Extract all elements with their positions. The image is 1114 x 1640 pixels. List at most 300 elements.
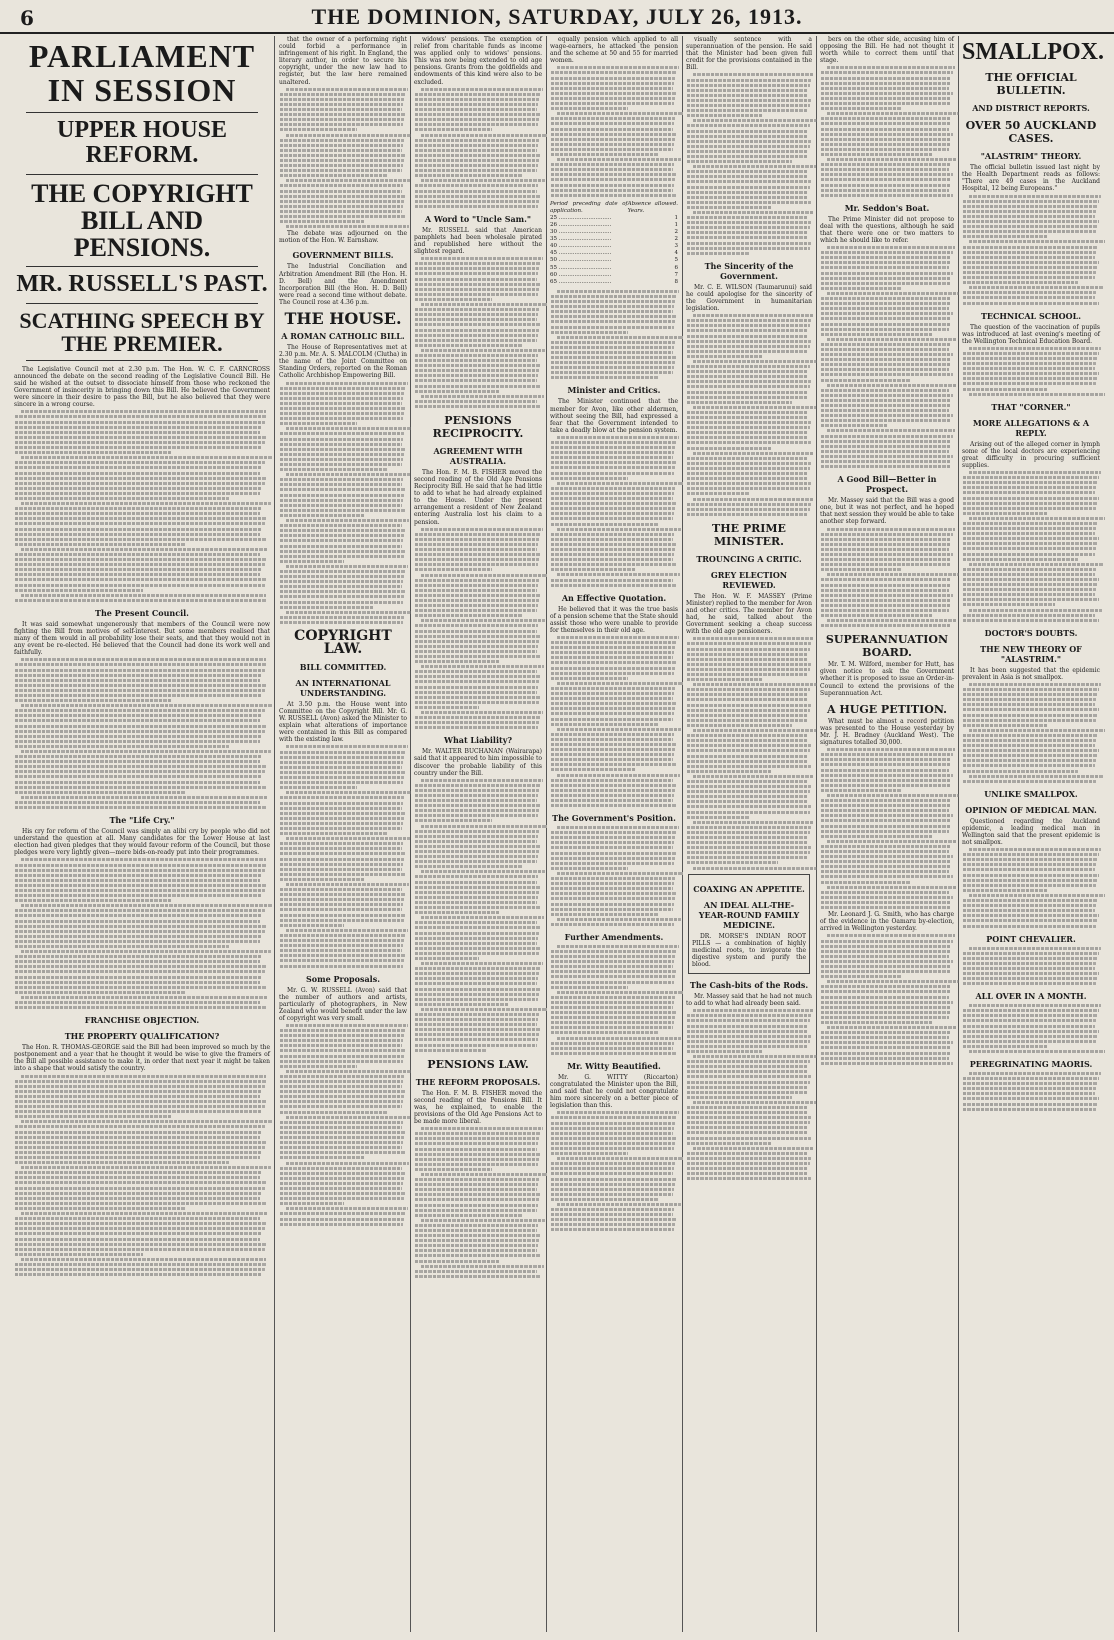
text-line: [969, 775, 1103, 778]
text-line: [821, 960, 953, 963]
column-3: [414, 36, 542, 1280]
section-heading: ALL OVER IN A MONTH.: [975, 991, 1087, 1002]
text-line: [280, 128, 357, 131]
text-line: [280, 392, 404, 395]
text-line: [551, 92, 677, 95]
text-line: [687, 826, 811, 829]
text-line: [15, 730, 265, 733]
text-line: [557, 826, 679, 829]
text-line: [551, 697, 673, 700]
text-line: [15, 1095, 260, 1098]
text-line: [557, 1037, 681, 1040]
text-line: [280, 893, 406, 896]
column-rule: [958, 36, 959, 1632]
text-line: [693, 1055, 817, 1058]
text-line: [415, 794, 538, 797]
text-line: [551, 87, 673, 90]
text-line: [821, 445, 950, 448]
text-line: [963, 266, 1097, 269]
text-line: [551, 371, 673, 374]
text-line: [415, 809, 539, 812]
text-line: [687, 319, 811, 322]
section-heading: A ROMAN CATHOLIC BILL.: [281, 331, 405, 342]
text-line: [286, 1116, 410, 1119]
text-line: [551, 1162, 675, 1165]
text-line: [15, 1105, 265, 1108]
text-line: [15, 1273, 262, 1276]
text-line: [286, 791, 412, 794]
text-line: [821, 789, 902, 792]
text-line: [821, 317, 951, 320]
text-line: [551, 718, 673, 721]
text-line: [551, 107, 628, 110]
text-line: [280, 1060, 403, 1063]
text-line: [557, 482, 683, 485]
article-paragraph: visually sentence with a superannuation of the pension. He said that the Minister had been given full credit for the provisions contained in the Bill.: [686, 36, 812, 72]
text-line: [693, 683, 817, 686]
text-line: [280, 1090, 406, 1093]
body-filler: [820, 748, 954, 909]
text-line: [821, 184, 950, 187]
text-line: [551, 667, 675, 670]
text-line: [551, 461, 677, 464]
text-line: [415, 123, 538, 126]
text-line: [821, 774, 953, 777]
text-line: [551, 892, 677, 895]
text-line: [821, 363, 950, 366]
text-line: [963, 714, 1097, 717]
text-line: [15, 1006, 267, 1009]
text-line: [280, 812, 406, 815]
text-line: [286, 1070, 412, 1073]
article-paragraph: The Minister continued that the member for Avon, like other aldermen, without seeing the Bill, had expressed a fear that the Government intended to take a deadly blow at the pension system.: [550, 398, 678, 434]
text-line: [963, 527, 1096, 530]
text-line: [551, 857, 675, 860]
text-line: [415, 272, 538, 275]
text-line: [687, 345, 810, 348]
text-line: [280, 908, 402, 911]
text-line: [551, 487, 675, 490]
text-line: [963, 593, 1095, 596]
text-line: [969, 1050, 1105, 1053]
text-line: [15, 487, 262, 490]
text-line: [687, 145, 810, 148]
text-line: [963, 688, 1099, 691]
text-line: [821, 578, 951, 581]
text-line: [280, 210, 402, 213]
text-line: [557, 728, 681, 731]
text-line: [687, 482, 811, 485]
text-line: [415, 942, 537, 945]
text-line: [415, 594, 541, 597]
text-line: [280, 807, 402, 810]
article-paragraph: Questioned regarding the Auckland epidemic, a leading medical man in Wellington said that the present epidemic is not smallpox.: [962, 817, 1100, 846]
text-line: [687, 170, 808, 173]
text-line: [821, 409, 949, 412]
text-line: [280, 939, 404, 942]
text-line: [551, 331, 628, 334]
text-line: [693, 821, 813, 824]
text-line: [963, 1040, 1096, 1043]
text-line: [963, 853, 1099, 856]
text-line: [551, 1026, 673, 1029]
section-heading: A Good Bill—Better in Prospect.: [837, 474, 937, 495]
table-row: [550, 279, 678, 286]
text-line: [415, 1260, 500, 1263]
text-line: [963, 1009, 1099, 1012]
body-filler: [414, 88, 542, 208]
text-line: [415, 675, 541, 678]
text-line: [821, 261, 950, 264]
text-line: [280, 438, 403, 441]
text-line: [551, 986, 628, 989]
text-line: [551, 548, 675, 551]
text-line: [551, 320, 675, 323]
masthead: [0, 0, 1114, 34]
text-line: [551, 122, 674, 125]
text-line: [15, 889, 265, 892]
text-line: [821, 122, 950, 125]
text-line: [415, 1013, 539, 1016]
text-line: [821, 1011, 950, 1014]
text-line: [15, 553, 260, 556]
text-line: [963, 246, 1097, 249]
text-line: [963, 1082, 1097, 1085]
text-line: [687, 1086, 808, 1089]
text-line: [280, 878, 365, 881]
text-line: [687, 1172, 807, 1175]
text-line: [687, 375, 807, 378]
text-line: [15, 482, 265, 485]
text-line: [421, 1265, 544, 1268]
text-line: [280, 407, 406, 410]
text-line: [15, 719, 260, 722]
text-line: [963, 382, 1096, 385]
text-line: [687, 396, 807, 399]
text-line: [415, 599, 539, 602]
text-line: [415, 624, 538, 627]
text-line: [415, 1244, 538, 1247]
text-line: [280, 827, 402, 830]
article-paragraph: The Prime Minister did not propose to deal with the questions, although he said that there were one or two matters to which he should like to refer.: [820, 215, 954, 244]
text-line: [821, 769, 949, 772]
text-line: [421, 1127, 543, 1130]
divider: [26, 112, 258, 113]
text-line: [415, 789, 539, 792]
section-heading: POINT CHEVALIER.: [986, 933, 1076, 944]
text-line: [415, 814, 538, 817]
text-line: [821, 533, 953, 536]
text-line: [415, 706, 479, 709]
text-line: [280, 575, 404, 578]
text-line: [551, 723, 658, 726]
text-line: [687, 391, 808, 394]
text-line: [821, 1052, 950, 1055]
text-line: [551, 1127, 674, 1130]
text-line: [280, 159, 404, 162]
text-line: [415, 543, 538, 546]
text-line: [963, 919, 1097, 922]
smallpox-headline: SMALLPOX.: [962, 39, 1105, 65]
text-line: [963, 522, 1097, 525]
text-line: [551, 117, 675, 120]
lead-headline: PARLIAMENT IN SESSION: [28, 38, 256, 108]
text-line: [415, 1254, 541, 1257]
table-cell: 2: [674, 229, 678, 236]
text-line: [15, 512, 260, 515]
text-line: [687, 196, 807, 199]
text-line: [687, 436, 807, 439]
body-filler: [14, 1075, 270, 1277]
text-line: [687, 79, 811, 82]
text-line: [687, 1106, 808, 1109]
text-line: [280, 924, 344, 927]
text-line: [687, 180, 811, 183]
section-heading: THAT "CORNER.": [991, 401, 1071, 412]
table-cell: 55 ..............................: [550, 264, 612, 271]
table-row: [550, 222, 678, 229]
text-line: [687, 1040, 810, 1043]
text-line: [827, 794, 959, 797]
text-line: [280, 585, 402, 588]
text-line: [687, 104, 810, 107]
text-line: [963, 1103, 1097, 1106]
article-paragraph: Mr. Leonard J. G. Smith, who has charge of the evidence in the Oamaru by-election, arrived in Wellington yesterday.: [820, 911, 954, 933]
text-line: [551, 794, 674, 797]
text-line: [963, 256, 1095, 259]
text-line: [963, 884, 1096, 887]
text-line: [963, 904, 1096, 907]
text-line: [415, 988, 541, 991]
article-paragraph: The official bulletin issued last night by the Health Department reads as follows: "There are 49 cases in the Auckland Hospital, 12 being Europeans.": [962, 164, 1100, 193]
text-line: [551, 97, 675, 100]
text-line: [963, 1014, 1097, 1017]
text-line: [15, 1161, 229, 1164]
text-line: [687, 426, 810, 429]
table-header: Period preceding date of application.: [550, 200, 628, 214]
text-line: [415, 1132, 541, 1135]
text-line: [963, 372, 1099, 375]
text-line: [15, 431, 260, 434]
text-line: [969, 195, 1101, 198]
text-line: [963, 744, 1095, 747]
text-line: [963, 583, 1097, 586]
text-line: [15, 497, 229, 500]
text-line: [415, 726, 538, 729]
text-line: [286, 134, 412, 137]
newspaper-title: THE DOMINION, SATURDAY, JULY 26, 1913.: [311, 4, 803, 29]
text-line: [280, 852, 406, 855]
advertisement: [688, 874, 810, 974]
text-line: [551, 1172, 673, 1175]
text-line: [280, 965, 403, 968]
text-line: [963, 357, 1097, 360]
text-line: [280, 113, 406, 116]
text-line: [821, 1021, 933, 1024]
text-line: [15, 709, 265, 712]
text-line: [280, 1131, 406, 1134]
text-line: [415, 1209, 537, 1212]
text-line: [415, 819, 492, 822]
text-line: [969, 848, 1101, 851]
text-line: [15, 568, 262, 571]
text-line: [963, 603, 1055, 606]
text-line: [821, 82, 950, 85]
text-line: [551, 677, 628, 680]
text-line: [687, 795, 808, 798]
text-line: [557, 158, 681, 161]
body-filler: [279, 382, 407, 624]
text-line: [687, 226, 810, 229]
text-line: [551, 472, 674, 475]
text-line: [415, 901, 537, 904]
text-line: [15, 1243, 267, 1246]
table-cell: 40 ..............................: [550, 243, 612, 250]
section-heading: GOVERNMENT BILLS.: [292, 250, 394, 261]
text-line: [963, 977, 1097, 980]
text-line: [821, 328, 949, 331]
text-line: [551, 194, 677, 197]
text-line: [15, 679, 260, 682]
text-line: [821, 333, 933, 336]
text-line: [551, 1198, 658, 1201]
text-line: [551, 996, 675, 999]
text-line: [827, 66, 955, 69]
text-line: [15, 991, 186, 994]
text-line: [415, 385, 541, 388]
text-line: [286, 427, 412, 430]
column-5: [686, 36, 812, 1182]
body-filler: [820, 66, 954, 196]
text-line: [687, 1019, 810, 1022]
text-line: [687, 1075, 811, 1078]
text-line: [969, 240, 1105, 243]
text-line: [551, 882, 674, 885]
text-line: [280, 580, 403, 583]
article-paragraph: widows' pensions. The exemption of relief from charitable funds as income was applied only to widows' pensions. This was now being extended to old age pensions. Grants from the goldfields and endowments of this kind were also to be excluded.: [414, 36, 542, 86]
text-line: [963, 698, 1096, 701]
divider: [26, 303, 258, 304]
section-heading: DOCTOR'S DOUBTS.: [984, 627, 1078, 638]
text-line: [15, 1222, 267, 1225]
text-line: [280, 468, 387, 471]
text-line: [687, 1091, 807, 1094]
text-line: [15, 940, 260, 943]
text-line: [963, 780, 1096, 783]
text-line: [280, 1095, 404, 1098]
text-line: [280, 959, 404, 962]
text-line: [963, 909, 1095, 912]
body-filler: [550, 636, 678, 807]
text-line: [415, 926, 541, 929]
text-line: [693, 119, 817, 122]
text-line: [415, 784, 541, 787]
text-line: [687, 472, 808, 475]
text-line: [15, 663, 267, 666]
text-line: [15, 714, 262, 717]
text-line: [557, 682, 683, 685]
text-line: [687, 1121, 810, 1124]
text-line: [821, 1046, 951, 1049]
text-line: [415, 568, 492, 571]
text-line: [421, 303, 547, 306]
article-paragraph: The debate was adjourned on the motion of the Hon. W. Earnshaw.: [279, 230, 407, 245]
text-line: [687, 648, 810, 651]
text-line: [551, 702, 677, 705]
text-line: [969, 894, 1105, 897]
text-line: [969, 347, 1101, 350]
text-line: [693, 867, 817, 870]
text-line: [280, 1177, 404, 1180]
article-paragraph: The Hon. F. M. B. FISHER moved the second reading of the Old Age Pensions Reciprocity Bill. He said that he had little to add to what he had already explained to the House. Under the present arrangement a resident of New Zealand entering Australia lost his claim to a pension.: [414, 468, 542, 526]
text-line: [821, 287, 902, 290]
text-line: [15, 694, 262, 697]
text-line: [280, 621, 403, 624]
text-line: [280, 524, 402, 527]
text-line: [963, 225, 1097, 228]
text-line: [963, 914, 1099, 917]
text-line: [415, 911, 500, 914]
text-line: [687, 186, 810, 189]
text-line: [280, 1100, 403, 1103]
text-line: [551, 446, 675, 449]
text-line: [286, 1207, 408, 1210]
text-line: [415, 840, 537, 843]
text-line: [963, 863, 1096, 866]
text-line: [415, 184, 538, 187]
text-line: [551, 1011, 677, 1014]
text-line: [557, 290, 679, 293]
text-line: [551, 707, 675, 710]
text-line: [551, 543, 677, 546]
text-line: [821, 855, 953, 858]
text-line: [963, 754, 1097, 757]
text-line: [551, 831, 677, 834]
text-line: [280, 1126, 402, 1129]
text-line: [421, 825, 547, 828]
text-line: [963, 952, 1099, 955]
text-line: [687, 355, 763, 358]
text-line: [551, 173, 677, 176]
ad-heading: COAXING AN APPETITE.: [693, 883, 805, 894]
text-line: [821, 358, 951, 361]
table-row: [550, 229, 678, 236]
text-line: [827, 573, 959, 576]
text-line: [280, 103, 403, 106]
body-filler: [414, 528, 542, 730]
text-line: [280, 220, 365, 223]
text-line: [15, 725, 267, 728]
text-line: [280, 169, 402, 172]
text-line: [280, 1192, 406, 1195]
section-heading: PENSIONS LAW.: [427, 1057, 529, 1071]
text-line: [280, 514, 365, 517]
section-heading: Mr. Seddon's Boat.: [844, 202, 930, 213]
text-line: [415, 1018, 538, 1021]
text-line: [280, 1182, 403, 1185]
text-line: [15, 699, 171, 702]
text-line: [280, 766, 402, 769]
text-line: [687, 663, 811, 666]
text-line: [821, 881, 910, 884]
text-line: [280, 387, 406, 390]
text-line: [551, 1001, 674, 1004]
text-line: [286, 611, 412, 614]
text-line: [963, 230, 1096, 233]
text-line: [415, 967, 541, 970]
section-heading: THE OFFICIAL BULLETIN.: [985, 71, 1077, 98]
text-line: [415, 609, 537, 612]
